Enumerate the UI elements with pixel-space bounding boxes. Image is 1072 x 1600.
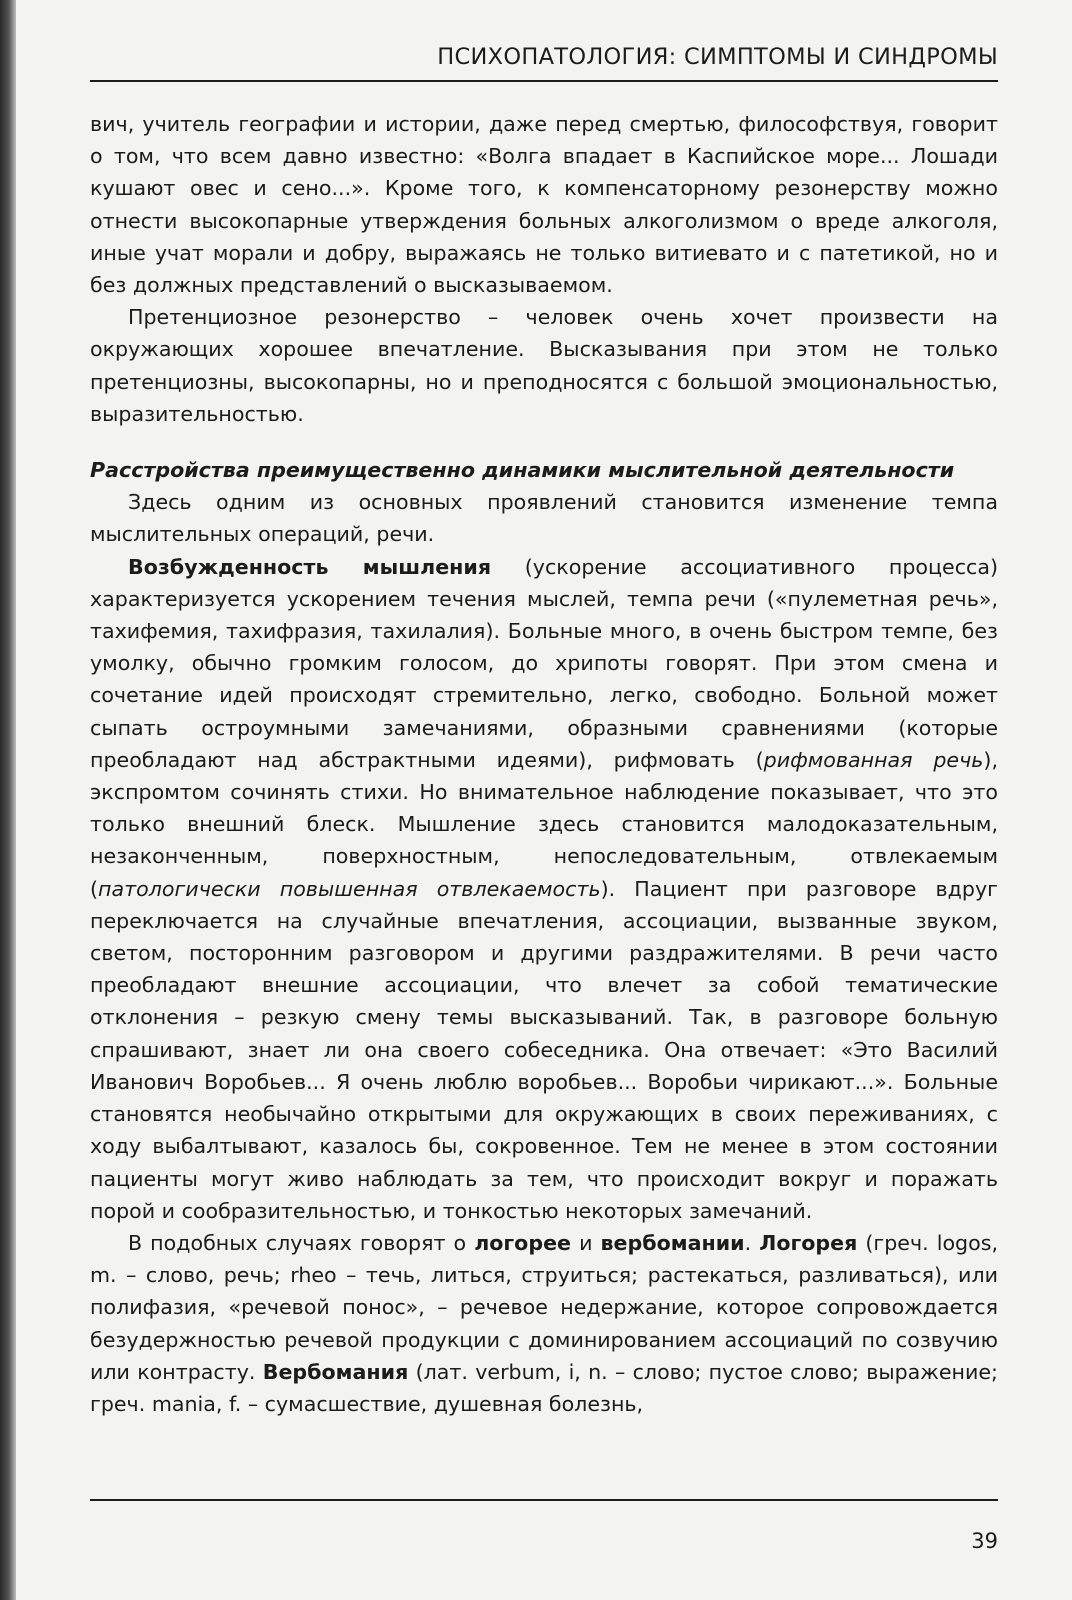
text-segment: . — [744, 1230, 760, 1255]
term-logorrhea: логорее — [474, 1230, 572, 1255]
term-thought-excitation: Возбужденность мышления — [128, 554, 492, 579]
term-verbomania-definition: Вербомания — [262, 1359, 409, 1384]
text-segment: (ускорение ассоциативного процесса) характеризуется ускорением течения мыслей, темпа речи («пулеметная речь», тахифемия, тахифразия, тахилалия). Больные много, в очень быстром темпе, без умолку, обычно громким голосом, до хрипоты говорят. При этом смена и сочетание идей происходят стремительно, легко, свободно. Больной может сыпать остроумными замечаниями, образными сравнениями (которые преобладают над абстрактными идеями), рифмовать ( — [90, 554, 998, 772]
term-logorrhea-definition: Логорея — [759, 1230, 858, 1255]
paragraph-logorrhea — [90, 1227, 998, 1420]
paragraph-intro: Здесь одним из основных проявлений становится изменение темпа мыслительных операций, речи. — [90, 490, 998, 547]
running-title: ПСИХОПАТОЛОГИЯ: СИМПТОМЫ И СИНДРОМЫ — [437, 44, 998, 70]
page-footer — [90, 1499, 998, 1553]
text-segment: ), экспромтом сочинять стихи. Но внимательное наблюдение показывает, что это только внешний блеск. Мышление здесь становится малодоказательным, незаконченным, поверхностным, непоследовательным, отвлекаемым ( — [90, 747, 998, 901]
text-segment: (лат. verbum, i, n. – слово; пустое слово; выражение; греч. mania, f. – сумасшествие, душевная болезнь, — [90, 1359, 998, 1416]
page-body — [90, 108, 998, 1420]
section-heading: Расстройства преимущественно динамики мыслительной деятельности — [90, 458, 955, 483]
paragraph-thought-excitation — [90, 551, 998, 1227]
paragraph-pretentious-reasoning: Претенциозное резонерство – человек очень хочет произвести на окружающих хорошее впечатление. Высказывания при этом не только претенциозны, высокопарны, но и преподносятся с большой эмоциональностью, выразительностью. — [90, 305, 998, 426]
running-header — [90, 44, 998, 82]
term-verbomania: вербомании — [600, 1230, 745, 1255]
text-segment: (греч. logos, m. – слово, речь; rheo – течь, литься, струиться; растекаться, разливаться), или полифазия, «речевой понос», – речевое недержание, которое сопровождается безудержностью речевой продукции с доминированием ассоциаций по созвучию или контрасту. — [90, 1230, 999, 1384]
binding-edge — [0, 0, 16, 1600]
page-number: 39 — [971, 1529, 998, 1553]
italic-term-rhymed-speech: рифмованная речь — [763, 747, 984, 772]
text-segment: и — [571, 1230, 601, 1255]
paragraph-continued: вич, учитель географии и истории, даже перед смертью, философствуя, говорит о том, что всем давно известно: «Волга впадает в Каспийское море... Лошади кушают овес и сено...». Кроме того, к компенсаторному резонерству можно отнести высокопарные утверждения больных алкоголизмом о вреде алкоголя, иные учат морали и добру, выражаясь не только витиевато и с патетикой, но и без должных представлений о высказываемом. — [90, 112, 998, 298]
text-segment: ). Пациент при разговоре вдруг переключается на случайные впечатления, ассоциации, вызванные звуком, светом, посторонним разговором и другими раздражителями. В речи часто преобладают внешние ассоциации, что влечет за собой тематические отклонения – резкую смену темы высказываний. Так, в разговоре больную спрашивают, знает ли она своего собеседника. Она отвечает: «Это Василий Иванович Воробьев... Я очень люблю воробьев... Воробьи чирикают...». Больные становятся необычайно открытыми для окружающих в своих переживаниях, с ходу выбалтывают, казалось бы, сокровенное. Тем не менее в этом состоянии пациенты могут живо наблюдать за тем, что происходит вокруг и поражать порой и сообразительностью, и тонкостью некоторых замечаний. — [90, 876, 998, 1223]
italic-term-distractibility: патологически повышенная отвлекаемость — [98, 876, 601, 901]
text-segment: В подобных случаях говорят о — [128, 1230, 475, 1255]
